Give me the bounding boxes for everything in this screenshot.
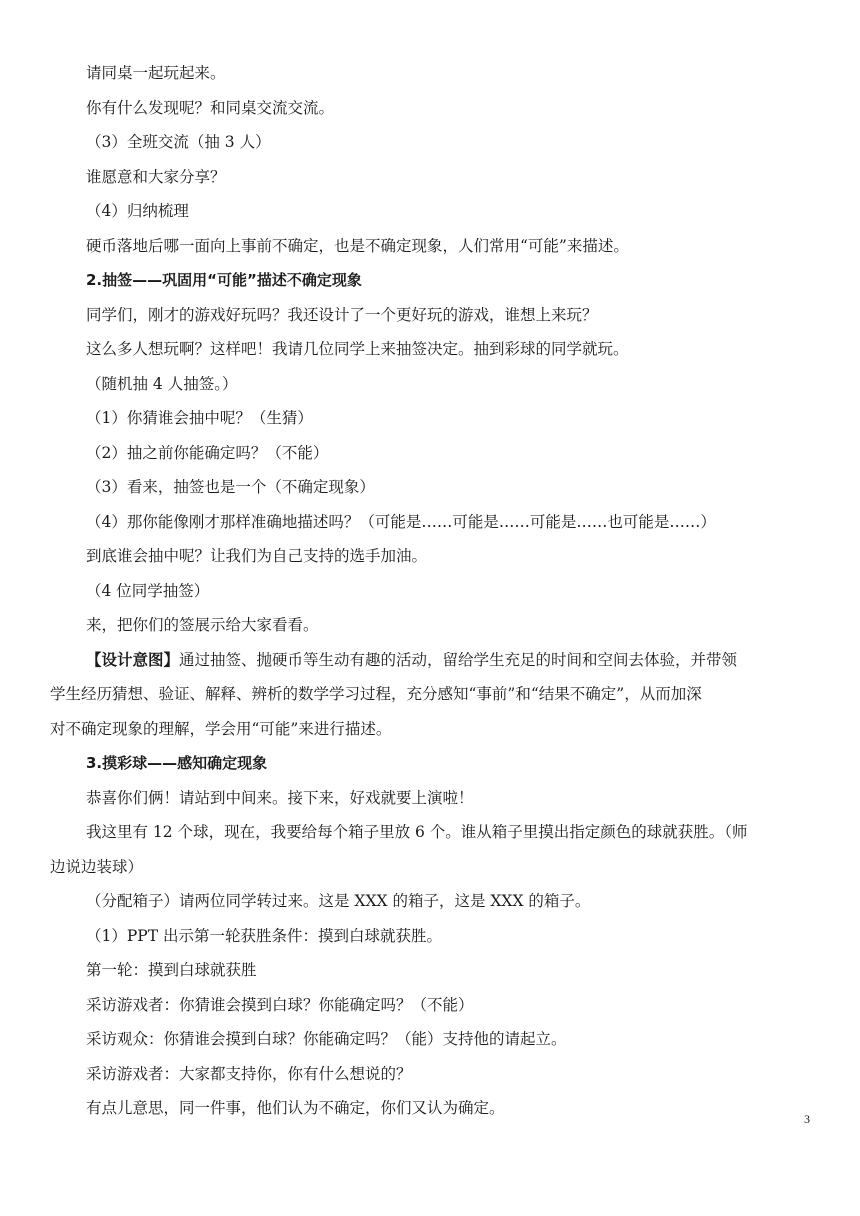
text-line: （4）那你能像刚才那样准确地描述吗？（可能是……可能是……可能是……也可能是……） [86,512,716,531]
text-line: （1）PPT 出示第一轮获胜条件：摸到白球就获胜。 [86,926,442,945]
text-line: （随机抽 4 人抽签。） [86,374,238,393]
text-line: 采访游戏者：大家都支持你，你有什么想说的？ [86,1064,412,1083]
text-line: 对不确定现象的理解，学会用“可能”来进行描述。 [50,719,392,738]
page-number: 3 [804,1112,810,1126]
text-line: 采访游戏者：你猜谁会摸到白球？你能确定吗？（不能） [86,995,474,1014]
text-line: 第一轮：摸到白球就获胜 [86,961,257,979]
text-line: 到底谁会抽中呢？让我们为自己支持的选手加油。 [86,547,428,565]
text-line: （2）抽之前你能确定吗？（不能） [86,443,329,462]
text-line: （3）看来，抽签也是一个（不确定现象） [86,478,375,496]
text-line: 采访观众：你猜谁会摸到白球？你能确定吗？（能）支持他的请起立。 [86,1030,567,1048]
text-line: 你有什么发现呢？和同桌交流交流。 [86,98,335,117]
design-intent-text: 通过抽签、抛硬币等生动有趣的活动，留给学生充足的时间和空间去体验，并带领 [179,650,738,669]
text-line: （分配箱子）请两位同学转过来。这是 XXX 的箱子，这是 XXX 的箱子。 [86,892,591,910]
text-line: 硬币落地后哪一面向上事前不确定，也是不确定现象，人们常用“可能”来描述。 [86,236,629,255]
design-intent-line [86,643,816,678]
text-line: 请同桌一起玩起来。 [86,64,226,82]
section-heading: 2.抽签——巩固用“可能”描述不确定现象 [86,271,362,289]
text-line: （4 位同学抽签） [86,581,210,600]
text-line: 同学们，刚才的游戏好玩吗？我还设计了一个更好玩的游戏，谁想上来玩？ [86,305,598,324]
text-line: 这么多人想玩啊？这样吧！我请几位同学上来抽签决定。抽到彩球的同学就玩。 [86,340,629,358]
text-line: 我这里有 12 个球，现在，我要给每个箱子里放 6 个。谁从箱子里摸出指定颜色的球就获胜。（师 [86,823,748,841]
text-line: 谁愿意和大家分享？ [86,167,226,186]
section-heading: 3.摸彩球——感知确定现象 [86,754,268,772]
text-line: （1）你猜谁会抽中呢？（生猜） [86,409,313,427]
text-line: 恭喜你们俩！请站到中间来。接下来，好戏就要上演啦！ [86,788,474,807]
text-line: 有点儿意思，同一件事，他们认为不确定，你们又认为确定。 [86,1099,505,1117]
text-line: 来，把你们的签展示给大家看看。 [86,616,319,634]
page-body [50,56,816,1126]
text-line: （4）归纳梳理 [86,202,189,220]
design-intent-label: 【设计意图】 [86,650,180,669]
text-line: （3）全班交流（抽 3 人） [86,133,271,151]
text-line: 边说边装球） [50,857,144,876]
text-line: 学生经历猜想、验证、解释、辨析的数学学习过程，充分感知“事前”和“结果不确定”，从而加深 [50,685,702,703]
